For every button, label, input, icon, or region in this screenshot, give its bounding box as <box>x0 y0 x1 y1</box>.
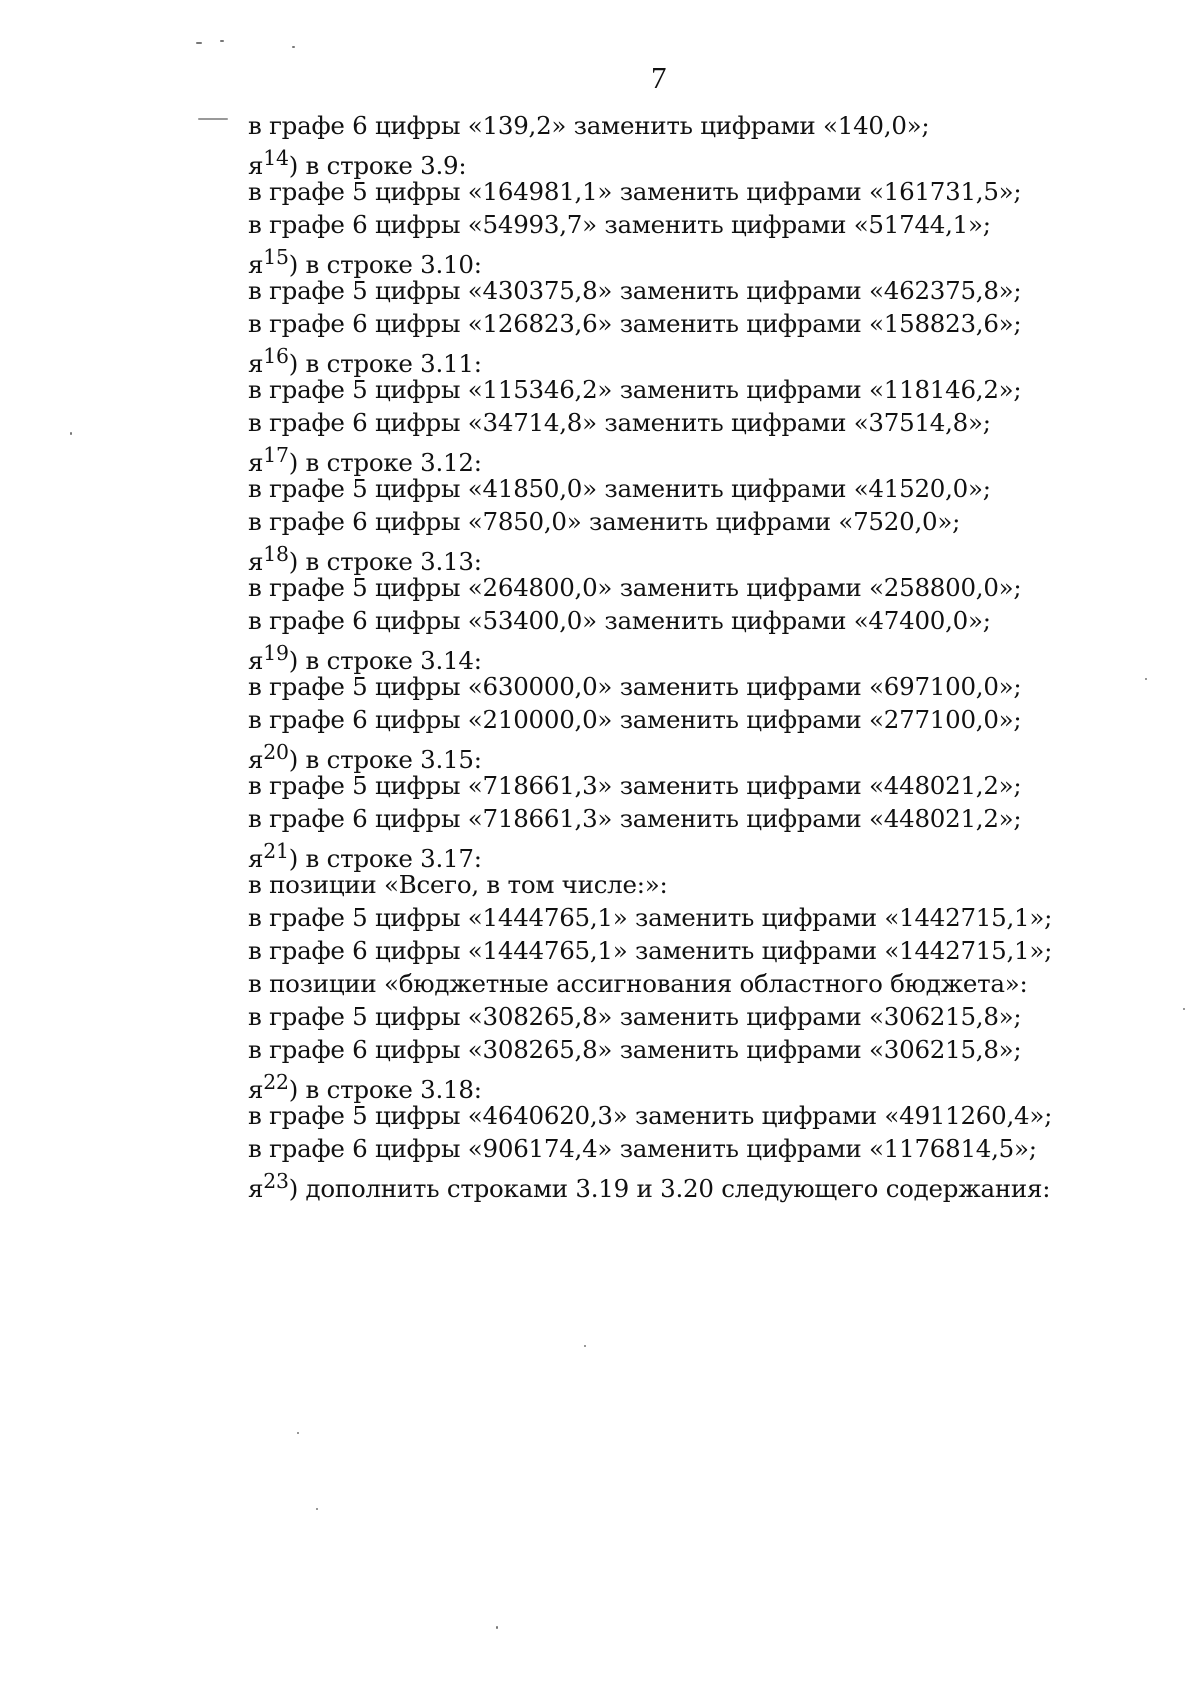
item-letter: я <box>248 448 264 478</box>
text-line <box>248 175 1148 208</box>
scan-speck <box>198 118 228 120</box>
line-text: в графе 5 цифры «718661,3» заменить цифрами «448021,2»; <box>248 771 1022 800</box>
line-text: в графе 5 цифры «430375,8» заменить цифрами «462375,8»; <box>248 276 1022 305</box>
item-number-superscript: 20 <box>263 740 289 764</box>
amendment-text <box>248 109 1148 1204</box>
text-line <box>248 571 1148 604</box>
item-number-superscript: 18 <box>263 542 289 566</box>
line-text: в графе 6 цифры «308265,8» заменить цифрами «306215,8»; <box>248 1035 1022 1064</box>
line-text: ) в строке 3.17: <box>288 844 482 874</box>
text-line <box>248 1000 1148 1033</box>
line-text: в графе 5 цифры «308265,8» заменить цифрами «306215,8»; <box>248 1002 1022 1031</box>
text-line <box>248 670 1148 703</box>
text-line <box>248 967 1148 1000</box>
line-text: ) в строке 3.9: <box>288 151 467 181</box>
item-letter: я <box>248 1174 264 1204</box>
item-number-superscript: 22 <box>263 1070 289 1094</box>
scan-speck <box>220 40 224 42</box>
text-line <box>248 109 1148 142</box>
item-letter: я <box>248 1075 264 1105</box>
scan-speck <box>297 1432 299 1434</box>
line-text: в графе 5 цифры «164981,1» заменить цифрами «161731,5»; <box>248 177 1022 206</box>
item-number-superscript: 21 <box>263 839 289 863</box>
text-line <box>248 868 1148 901</box>
item-heading-line <box>248 241 1148 280</box>
line-text: в графе 6 цифры «1444765,1» заменить цифрами «1442715,1»; <box>248 936 1053 965</box>
line-text: в графе 6 цифры «139,2» заменить цифрами «140,0»; <box>248 111 930 140</box>
item-letter: я <box>248 250 264 280</box>
line-text: ) в строке 3.18: <box>288 1075 482 1105</box>
scan-speck <box>1145 678 1147 680</box>
page-number: 7 <box>651 60 667 95</box>
item-heading-line <box>248 1066 1148 1105</box>
line-text: в графе 6 цифры «7850,0» заменить цифрами «7520,0»; <box>248 507 961 536</box>
line-text: в графе 5 цифры «264800,0» заменить цифрами «258800,0»; <box>248 573 1022 602</box>
line-text: ) в строке 3.10: <box>288 250 482 280</box>
item-letter: я <box>248 646 264 676</box>
text-line <box>248 307 1148 340</box>
line-text: ) в строке 3.12: <box>288 448 482 478</box>
item-letter: я <box>248 745 264 775</box>
line-text: ) в строке 3.15: <box>288 745 482 775</box>
item-heading-line <box>248 637 1148 676</box>
item-number-superscript: 19 <box>263 641 289 665</box>
text-line <box>248 1132 1148 1165</box>
item-heading-line <box>248 736 1148 775</box>
text-line <box>248 703 1148 736</box>
line-text: в позиции «Всего, в том числе:»: <box>248 870 668 899</box>
item-number-superscript: 23 <box>263 1169 289 1193</box>
line-text: в графе 5 цифры «41850,0» заменить цифрами «41520,0»; <box>248 474 991 503</box>
scan-speck <box>292 46 295 48</box>
text-line <box>248 604 1148 637</box>
line-text: в графе 6 цифры «34714,8» заменить цифрами «37514,8»; <box>248 408 991 437</box>
item-number-superscript: 15 <box>263 245 289 269</box>
line-text: ) в строке 3.13: <box>288 547 482 577</box>
scan-speck <box>196 42 202 44</box>
line-text: ) в строке 3.11: <box>288 349 482 379</box>
line-text: в графе 6 цифры «906174,4» заменить цифрами «1176814,5»; <box>248 1134 1037 1163</box>
item-heading-line <box>248 439 1148 478</box>
line-text: ) дополнить строками 3.19 и 3.20 следующего содержания: <box>288 1174 1051 1204</box>
line-text: в графе 5 цифры «1444765,1» заменить цифрами «1442715,1»; <box>248 903 1053 932</box>
line-text: в графе 5 цифры «630000,0» заменить цифрами «697100,0»; <box>248 672 1022 701</box>
line-text: в графе 5 цифры «115346,2» заменить цифрами «118146,2»; <box>248 375 1022 404</box>
scan-speck <box>496 1626 498 1629</box>
item-letter: я <box>248 844 264 874</box>
text-line <box>248 472 1148 505</box>
item-heading-line <box>248 340 1148 379</box>
line-text: в позиции «бюджетные ассигнования областного бюджета»: <box>248 969 1028 998</box>
scan-speck <box>316 1508 318 1510</box>
line-text: в графе 6 цифры «718661,3» заменить цифрами «448021,2»; <box>248 804 1022 833</box>
line-text: в графе 6 цифры «210000,0» заменить цифрами «277100,0»; <box>248 705 1022 734</box>
text-line <box>248 406 1148 439</box>
scan-speck <box>70 432 72 435</box>
line-text: в графе 5 цифры «4640620,3» заменить цифрами «4911260,4»; <box>248 1101 1053 1130</box>
text-line <box>248 769 1148 802</box>
item-heading-line <box>248 1165 1148 1204</box>
item-heading-line <box>248 538 1148 577</box>
text-line <box>248 1033 1148 1066</box>
item-letter: я <box>248 151 264 181</box>
text-line <box>248 901 1148 934</box>
text-line <box>248 1099 1148 1132</box>
item-number-superscript: 16 <box>263 344 289 368</box>
text-line <box>248 934 1148 967</box>
item-heading-line <box>248 142 1148 181</box>
line-text: в графе 6 цифры «54993,7» заменить цифрами «51744,1»; <box>248 210 991 239</box>
line-text: в графе 6 цифры «126823,6» заменить цифрами «158823,6»; <box>248 309 1022 338</box>
item-letter: я <box>248 547 264 577</box>
text-line <box>248 274 1148 307</box>
line-text: в графе 6 цифры «53400,0» заменить цифрами «47400,0»; <box>248 606 991 635</box>
line-text: ) в строке 3.14: <box>288 646 482 676</box>
text-line <box>248 505 1148 538</box>
text-line <box>248 802 1148 835</box>
item-heading-line <box>248 835 1148 874</box>
item-number-superscript: 14 <box>263 146 289 170</box>
item-number-superscript: 17 <box>263 443 289 467</box>
text-line <box>248 208 1148 241</box>
scan-speck <box>584 1345 586 1347</box>
text-line <box>248 373 1148 406</box>
scan-speck <box>1183 1008 1185 1010</box>
item-letter: я <box>248 349 264 379</box>
